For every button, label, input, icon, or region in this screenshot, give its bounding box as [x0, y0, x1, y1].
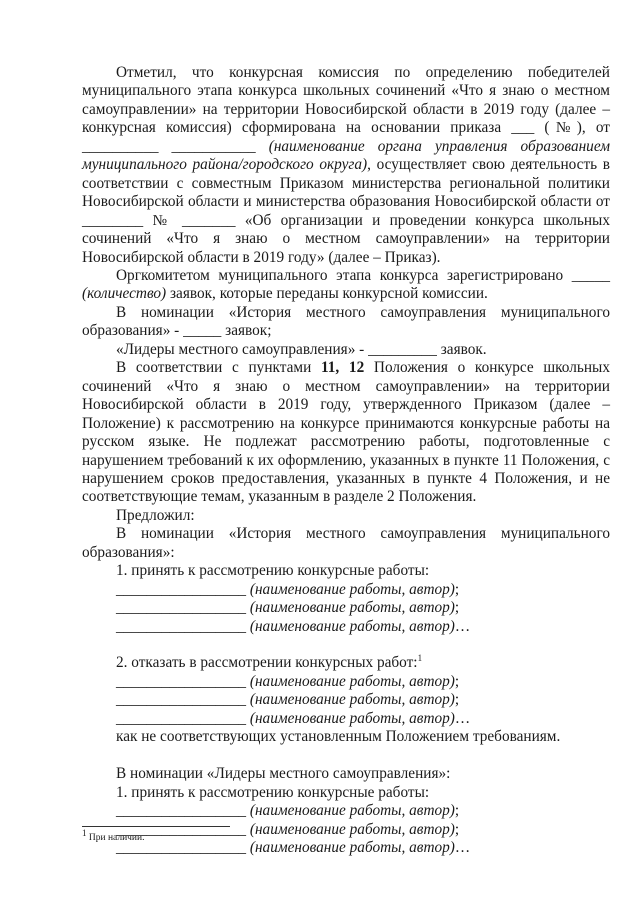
paragraph-regulations: [82, 359, 610, 507]
work-entry-label: (наименование работы, автор): [249, 709, 455, 727]
work-entry: [82, 839, 610, 857]
text-commission-start: Отметил, что конкурсная комиссия по определению победителей муниципального этапа конкурса школьных сочинений «Что я знаю о местном самоуправлении» на территории Новосибирской области в 2019 году (далее – конкурсная комиссия) сформирована на основании приказа ___ (№), от __________ ___________: [82, 64, 610, 155]
work-entry-label: (наименование работы, автор): [249, 580, 455, 598]
work-entry: [82, 581, 610, 599]
nomination-history-heading: В номинации «История местного самоуправления муниципального образования»:: [82, 525, 610, 561]
reject-reason: как не соответствующих установленным Положением требованиям.: [116, 728, 561, 746]
work-entry-separator: …: [454, 709, 471, 727]
nomination-leaders-heading: В номинации «Лидеры местного самоуправления»:: [116, 765, 451, 783]
text-commission-italic: (наименование органа управления образованием муниципального района/городского округа): [82, 137, 611, 174]
work-entry: [82, 710, 610, 728]
footnote-text: При наличии.: [86, 833, 145, 843]
blank-line: _________________: [116, 802, 247, 820]
footnote: [82, 827, 145, 844]
work-entry: [82, 802, 610, 820]
blank-line: _________________: [116, 820, 247, 838]
work-entry-separator: ;: [454, 599, 460, 617]
footnote-reference: 1: [417, 653, 423, 664]
work-entry-label: (наименование работы, автор): [249, 820, 455, 838]
document-page: [82, 64, 610, 857]
work-entry-separator: …: [454, 617, 471, 635]
work-entry: [82, 691, 610, 709]
proposed-heading: Предложил:: [116, 506, 195, 524]
text-registered-start: Оргкомитетом муниципального этапа конкурса зарегистрировано _____: [116, 266, 610, 284]
work-entry-label: (наименование работы, автор): [249, 691, 455, 709]
work-entry: [82, 821, 610, 839]
text-registered-italic: (количество): [82, 285, 167, 303]
paragraph-nomination-history-count: В номинации «История местного самоуправления муниципального образования» - _____ заявок;: [82, 303, 610, 340]
reject-works-text: 2. отказать в рассмотрении конкурсных работ:: [116, 654, 418, 672]
spacer: [82, 636, 610, 654]
work-entry-separator: ;: [454, 820, 460, 838]
blank-line: _________________: [116, 839, 247, 856]
blank-line: _________________: [116, 691, 247, 709]
footnote-mark: 1: [82, 827, 87, 838]
blank-line: _________________: [116, 599, 247, 617]
text-regulations-end: Положения о конкурсе школьных сочинений «Что я знаю о местном самоуправлении» на территории Новосибирской области в 2019 году, утвержденного Приказом (далее – Положение) к рассмотрению на конкурсе принимаются конкурсные работы на русском языке. Не подлежат рассмотрению работы, подготовленные с нарушением требований к их оформлению, указанных в пункте 11 Положения, с нарушением сроков предоставления, указанных в пункте 4 Положения, и не соответствующие темам, указанным в разделе 2 Положения.: [82, 359, 610, 506]
work-entry-label: (наименование работы, автор): [249, 672, 455, 690]
work-entry-separator: …: [454, 839, 471, 856]
footnote-divider: [82, 826, 230, 827]
text-commission-end: , осуществляет свою деятельность в соответствии с совместным Приказом министерства региональной политики Новосибирской области и министерства образования Новосибирской области от ________ № _______ «Об организации и проведении конкурса школьных сочинений «Что я знаю о местном самоуправлении» на территории Новосибирской области в 2019 году» (далее – Приказ).: [82, 156, 610, 266]
work-entry-separator: ;: [454, 691, 460, 709]
work-entry-label: (наименование работы, автор): [249, 802, 455, 820]
blank-line: _________________: [116, 709, 247, 727]
work-entry: [82, 618, 610, 636]
blank-line: _________________: [116, 617, 247, 635]
text-regulations-points: 11, 12: [320, 359, 365, 377]
paragraph-nomination-leaders-count: «Лидеры местного самоуправления» - _________ заявок.: [116, 340, 487, 358]
text-regulations-start: В соответствии с пунктами: [116, 359, 321, 377]
work-entry-separator: ;: [454, 580, 460, 598]
blank-line: _________________: [116, 672, 247, 690]
accept-works-heading-2: 1. принять к рассмотрению конкурсные работы:: [116, 783, 430, 801]
paragraph-commission: [82, 64, 610, 267]
spacer: [82, 747, 610, 765]
work-entry-separator: ;: [454, 672, 460, 690]
work-entry-label: (наименование работы, автор): [249, 617, 455, 635]
paragraph-registered: [82, 267, 610, 304]
blank-line: _________________: [116, 580, 247, 598]
text-registered-end: заявок, которые переданы конкурсной комиссии.: [166, 285, 488, 303]
work-entry-label: (наименование работы, автор): [249, 839, 455, 856]
work-entry-label: (наименование работы, автор): [249, 599, 455, 617]
work-entry: [82, 599, 610, 617]
accept-works-heading-1: 1. принять к рассмотрению конкурсные работы:: [116, 562, 430, 580]
reject-works-heading: [82, 654, 610, 672]
work-entry-separator: ;: [454, 802, 460, 820]
work-entry: [82, 673, 610, 691]
